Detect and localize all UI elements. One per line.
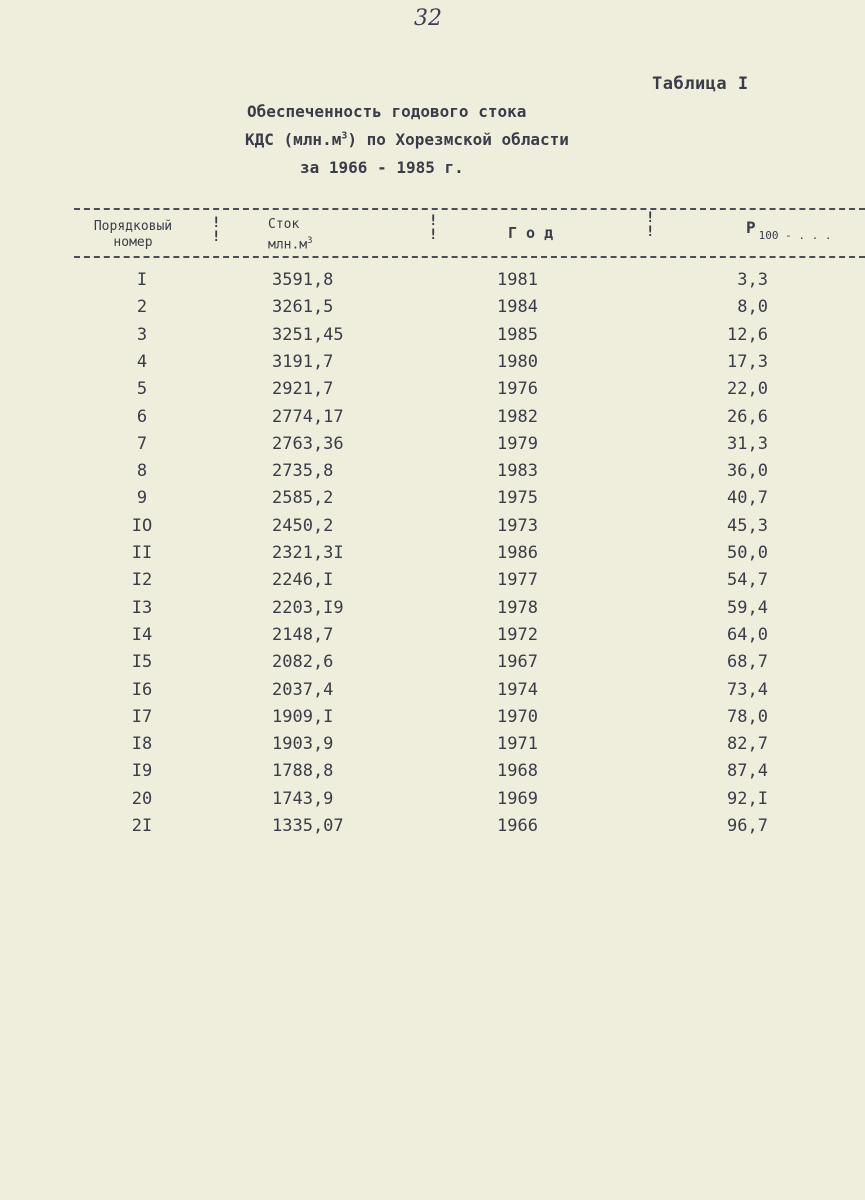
- row-number: 20: [131, 788, 153, 809]
- table-row: [0, 488, 865, 515]
- row-flow: 1788,8: [272, 761, 334, 782]
- title-line-2: [245, 130, 569, 149]
- row-probability: 40,7: [727, 488, 768, 509]
- header-flow-line-1: Сток: [268, 217, 300, 232]
- row-probability: 8,0: [737, 297, 768, 318]
- row-year: 1970: [497, 706, 538, 727]
- row-year: 1972: [497, 624, 538, 645]
- row-year: 1969: [497, 788, 538, 809]
- row-year: 1980: [497, 351, 538, 372]
- row-year: 1977: [497, 570, 538, 591]
- row-flow: 2037,4: [272, 679, 334, 700]
- title-line-2-suffix: ) по Хорезмской области: [347, 130, 569, 149]
- row-year: 1975: [497, 488, 538, 509]
- table-row: [0, 598, 865, 625]
- row-flow: 2321,3I: [272, 543, 344, 563]
- row-probability: 87,4: [727, 761, 768, 782]
- row-flow: 2585,2: [272, 488, 334, 509]
- row-year: 1973: [497, 515, 538, 536]
- column-separator: ! !: [646, 210, 655, 240]
- row-year: 1986: [497, 543, 538, 563]
- header-probability: [746, 218, 832, 242]
- table-row: [0, 816, 865, 843]
- table-row: [0, 680, 865, 707]
- title-line-2-superscript: 3: [341, 130, 348, 142]
- row-year: 1967: [497, 652, 538, 673]
- header-flow-line-2: [268, 233, 313, 253]
- table-row: [0, 407, 865, 434]
- row-number: 3: [136, 324, 148, 345]
- page-number: 32: [414, 6, 442, 31]
- row-probability: 22,0: [727, 379, 768, 400]
- row-probability: 82,7: [727, 734, 768, 755]
- row-flow: 1909,I: [272, 706, 334, 727]
- row-probability: 59,4: [727, 597, 768, 618]
- row-number: I9: [131, 761, 153, 782]
- row-number: I2: [131, 570, 153, 591]
- header-number-line-1: Порядковый: [93, 219, 173, 234]
- row-flow: 1743,9: [272, 788, 334, 809]
- header-bottom-rule: [74, 256, 865, 258]
- table-row: [0, 625, 865, 652]
- row-probability: 78,0: [727, 706, 768, 727]
- row-flow: 2450,2: [272, 515, 334, 536]
- table-row: [0, 789, 865, 816]
- row-probability: 36,0: [727, 461, 768, 482]
- row-year: 1978: [497, 597, 538, 618]
- row-number: 2I: [131, 816, 153, 836]
- row-year: 1983: [497, 461, 538, 482]
- table-row: [0, 325, 865, 352]
- table-row: [0, 434, 865, 461]
- row-probability: 45,3: [727, 515, 768, 536]
- table-row: [0, 461, 865, 488]
- row-number: 6: [136, 406, 148, 427]
- row-flow: 2082,6: [272, 652, 334, 673]
- row-number: I7: [131, 706, 153, 727]
- row-probability: 68,7: [727, 652, 768, 673]
- row-year: 1971: [497, 734, 538, 755]
- row-number: I8: [131, 734, 153, 755]
- row-probability: 64,0: [727, 624, 768, 645]
- row-year: 1982: [497, 406, 538, 427]
- row-flow: 2774,17: [272, 406, 344, 427]
- row-flow: 3591,8: [272, 270, 334, 290]
- row-year: 1974: [497, 679, 538, 700]
- row-number: 7: [136, 433, 148, 454]
- header-flow: [268, 217, 313, 253]
- row-number: 8: [136, 461, 148, 482]
- row-number: 9: [136, 488, 148, 509]
- row-number: I6: [131, 679, 153, 700]
- row-flow: 3261,5: [272, 297, 334, 318]
- table-row: [0, 707, 865, 734]
- title-line-3: за 1966 - 1985 г.: [300, 158, 464, 177]
- row-flow: 2921,7: [272, 379, 334, 400]
- row-number: 4: [136, 351, 148, 372]
- table-row: [0, 297, 865, 324]
- header-year: Г о д: [508, 224, 554, 242]
- column-separator: ! !: [429, 213, 438, 243]
- table-label: Таблица I: [652, 74, 749, 94]
- table-row: [0, 516, 865, 543]
- row-flow: 2203,I9: [272, 597, 344, 618]
- row-number: I: [136, 270, 148, 290]
- row-flow: 3251,45: [272, 324, 344, 345]
- header-probability-symbol: P: [746, 218, 756, 237]
- table-row: [0, 570, 865, 597]
- row-number: IO: [131, 515, 153, 536]
- row-probability: 12,6: [727, 324, 768, 345]
- row-probability: 26,6: [727, 406, 768, 427]
- row-year: 1981: [497, 270, 538, 290]
- header-number-line-2: номер: [113, 235, 153, 250]
- row-probability: 96,7: [727, 816, 768, 836]
- row-year: 1976: [497, 379, 538, 400]
- row-probability: 17,3: [727, 351, 768, 372]
- row-flow: 2246,I: [272, 570, 334, 591]
- row-year: 1966: [497, 816, 538, 836]
- row-number: I4: [131, 624, 153, 645]
- header-probability-subscript: 100 - . . .: [758, 229, 832, 242]
- header-top-rule: [74, 208, 865, 210]
- table-row: [0, 652, 865, 679]
- row-probability: 73,4: [727, 679, 768, 700]
- row-flow: 2735,8: [272, 461, 334, 482]
- row-flow: 1335,07: [272, 816, 344, 836]
- row-number: 5: [136, 379, 148, 400]
- row-probability: 3,3: [737, 270, 768, 290]
- table-row: [0, 734, 865, 761]
- row-number: I5: [131, 652, 153, 673]
- column-separator: ! !: [212, 215, 221, 245]
- row-number: 2: [136, 297, 148, 318]
- table-row: [0, 761, 865, 788]
- row-flow: 2763,36: [272, 433, 344, 454]
- title-line-2-prefix: КДС (млн.м: [245, 130, 342, 149]
- table-row: [0, 379, 865, 406]
- row-year: 1968: [497, 761, 538, 782]
- header-flow-superscript: 3: [307, 236, 313, 246]
- row-probability: 54,7: [727, 570, 768, 591]
- header-number: [78, 219, 188, 251]
- row-probability: 92,I: [727, 788, 768, 809]
- row-flow: 3191,7: [272, 351, 334, 372]
- row-probability: 31,3: [727, 433, 768, 454]
- row-number: II: [131, 543, 153, 563]
- row-flow: 2148,7: [272, 624, 334, 645]
- header-flow-unit: млн.м: [268, 237, 308, 253]
- table-row: [0, 352, 865, 379]
- row-probability: 50,0: [727, 543, 768, 563]
- title-line-1: Обеспеченность годового стока: [247, 102, 527, 121]
- row-flow: 1903,9: [272, 734, 334, 755]
- row-year: 1985: [497, 324, 538, 345]
- row-year: 1984: [497, 297, 538, 318]
- row-year: 1979: [497, 433, 538, 454]
- row-number: I3: [131, 597, 153, 618]
- table-row: [0, 270, 865, 297]
- table-row: [0, 543, 865, 570]
